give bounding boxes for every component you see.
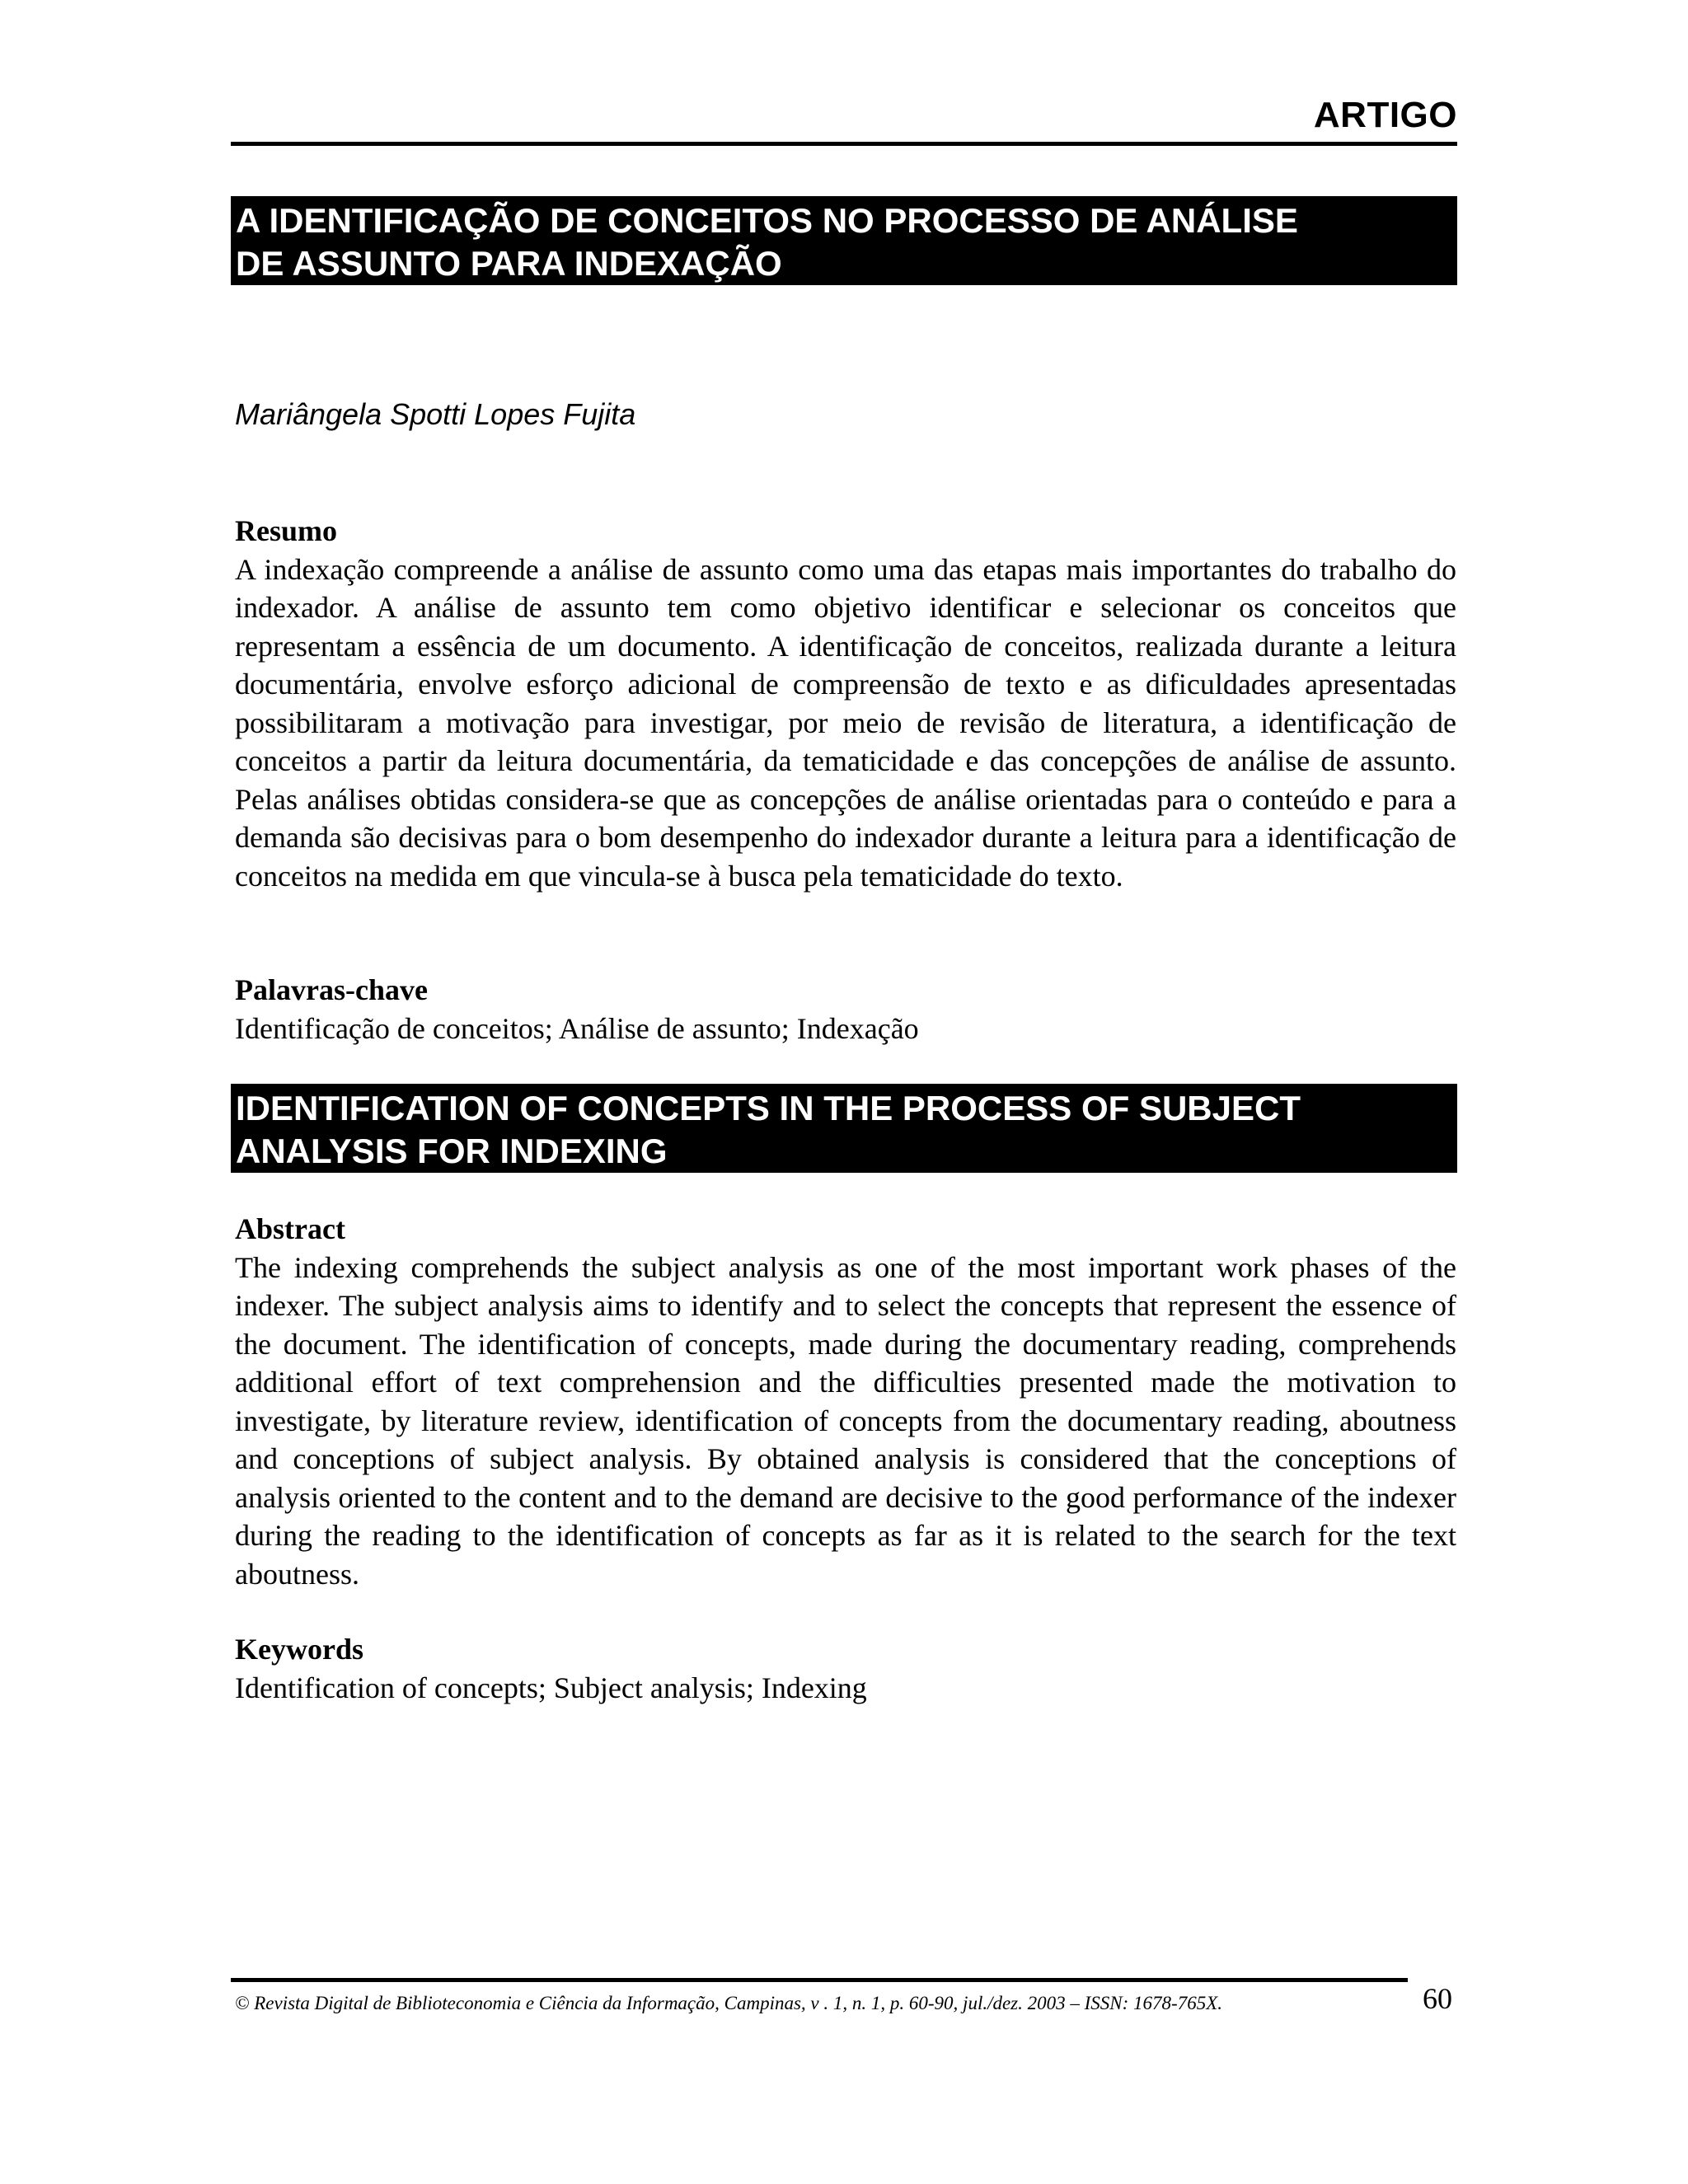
resumo-heading: Resumo <box>235 514 337 547</box>
resumo-section <box>235 512 1456 895</box>
title-portuguese-line-2: DE ASSUNTO PARA INDEXAÇÃO <box>236 244 782 283</box>
section-label: ARTIGO <box>1313 95 1457 135</box>
author-name: Mariângela Spotti Lopes Fujita <box>235 397 636 431</box>
title-english-line-2: ANALYSIS FOR INDEXING <box>236 1132 668 1170</box>
resumo-text: A indexação compreende a análise de assunto como uma das etapas mais importantes do trabalho do indexador. A análise de assunto tem como objetivo identificar e selecionar os conceitos que representam a essência de um documento. A identificação de conceitos, realizada durante a leitura documentária, envolve esforço adicional de compreensão de texto e as dificuldades apresentadas possibilitaram a motivação para investigar, por meio de revisão de literatura, a identificação de conceitos a partir da leitura documentária, da tematicidade e das concepções de análise de assunto. Pelas análises obtidas considera-se que as concepções de análise orientadas para o conteúdo e para a demanda são decisivas para o bom desempenho do indexador durante a leitura para a identificação de conceitos na medida em que vincula-se à busca pela tematicidade do texto. <box>235 552 1456 893</box>
palavras-chave-text: Identificação de conceitos; Análise de assunto; Indexação <box>235 1011 919 1045</box>
keywords-section <box>235 1630 1456 1707</box>
abstract-heading: Abstract <box>235 1212 345 1245</box>
keywords-text: Identification of concepts; Subject analysis; Indexing <box>235 1671 867 1704</box>
title-portuguese-line-1: A IDENTIFICAÇÃO DE CONCEITOS NO PROCESSO DE ANÁLISE <box>236 201 1298 240</box>
title-english-line-1: IDENTIFICATION OF CONCEPTS IN THE PROCESS OF SUBJECT <box>236 1089 1301 1127</box>
footer-citation: © Revista Digital de Biblioteconomia e Ciência da Informação, Campinas, v . 1, n. 1, p. 60-90, jul./dez. 2003 – ISSN: 1678-765X. <box>235 1993 1222 2013</box>
abstract-section <box>235 1210 1456 1593</box>
abstract-text: The indexing comprehends the subject analysis as one of the most important work phases of the indexer. The subject analysis aims to identify and to select the concepts that represent the essence of the document. The identification of concepts, made during the documentary reading, comprehends additional effort of text comprehension and the difficulties presented made the motivation to investigate, by literature review, identification of concepts from the documentary reading, aboutness and conceptions of subject analysis. By obtained analysis is considered that the conceptions of analysis oriented to the content and to the demand are decisive to the good performance of the indexer during the reading to the identification of concepts as far as it is related to the search for the text aboutness. <box>235 1250 1456 1591</box>
palavras-chave-heading: Palavras-chave <box>235 973 428 1006</box>
page-number: 60 <box>1423 1982 1452 2015</box>
footer-rule <box>231 1978 1408 1982</box>
palavras-chave-section <box>235 971 1456 1047</box>
title-english <box>231 1084 1457 1173</box>
header-rule <box>231 142 1457 146</box>
keywords-heading: Keywords <box>235 1633 363 1666</box>
title-portuguese <box>231 196 1457 285</box>
